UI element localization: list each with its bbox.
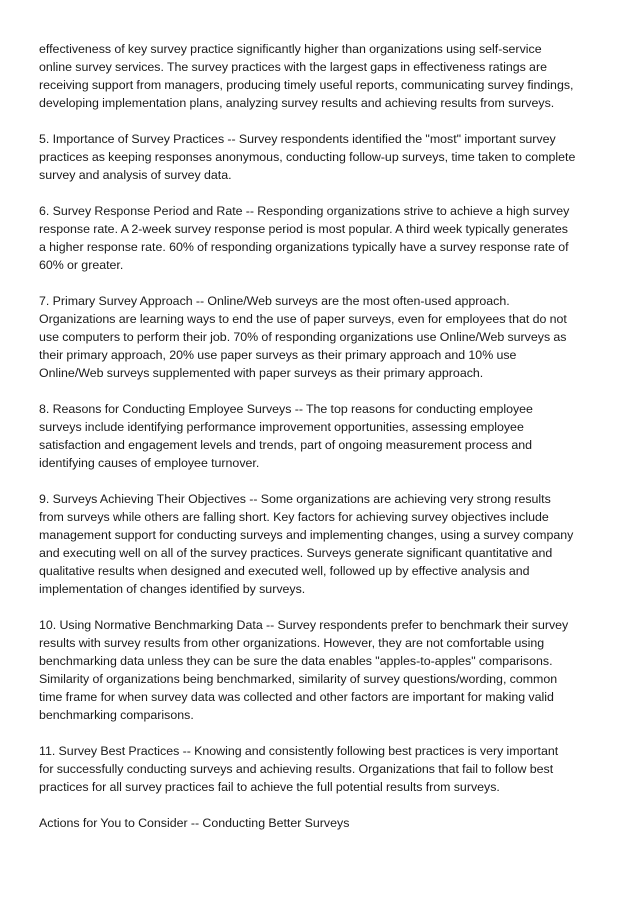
paragraph-response-period-and-rate: 6. Survey Response Period and Rate -- Responding organizations strive to achieve a high survey response rate. A 2-week survey response period is most popular. A third week typically generates a higher response rate. 60% of responding organizations typically have a survey response rate of 60% or greater. [39, 204, 570, 272]
paragraph-normative-benchmarking: 10. Using Normative Benchmarking Data -- Survey respondents prefer to benchmark their survey results with survey results from other organizations. However, they are not comfortable using benchmarking data unless they can be sure the data enables "apples-to-apples" comparisons. Similarity of organizations being benchmarked, similarity of survey questions/wording, common time frame for when survey data was collected and other factors are important for making valid benchmarking comparisons. [39, 618, 569, 722]
paragraph-primary-survey-approach: 7. Primary Survey Approach -- Online/Web surveys are the most often-used approach. Organizations are learning ways to end the use of paper surveys, even for employees that do not use computers to perform their job. 70% of responding organizations use Online/Web surveys as their primary approach, 20% use paper surveys as their primary approach and 10% use Online/Web surveys supplemented with paper surveys as their primary approach. [39, 294, 567, 380]
paragraph-achieving-objectives: 9. Surveys Achieving Their Objectives -- Some organizations are achieving very strong results from surveys while others are falling short. Key factors for achieving survey objectives include management support for conducting surveys and implementing changes, using a survey company and executing well on all of the survey practices. Surveys generate significant quantitative and qualitative results when designed and executed well, followed up by effective analysis and implementation of changes identified by surveys. [39, 492, 574, 596]
paragraph-intro-continuation: effectiveness of key survey practice significantly higher than organizations using self-service online survey services. The survey practices with the largest gaps in effectiveness ratings are receiving support from managers, producing timely useful reports, communicating survey findings, developing implementation plans, analyzing survey results and achieving results from surveys. [39, 42, 574, 110]
document-page [39, 40, 605, 832]
section-heading-actions: Actions for You to Consider -- Conducting Better Surveys [39, 816, 350, 830]
paragraph-reasons-for-surveys: 8. Reasons for Conducting Employee Surveys -- The top reasons for conducting employee surveys include identifying performance improvement opportunities, assessing employee satisfaction and engagement levels and trends, part of ongoing measurement process and identifying causes of employee turnover. [39, 402, 533, 470]
paragraph-best-practices: 11. Survey Best Practices -- Knowing and consistently following best practices is very important for successfully conducting surveys and achieving results. Organizations that fail to follow best practices for all survey practices fail to achieve the full potential results from surveys. [39, 744, 559, 794]
paragraph-importance-of-survey-practices: 5. Importance of Survey Practices -- Survey respondents identified the "most" important survey practices as keeping responses anonymous, conducting follow-up surveys, time taken to complete survey and analysis of survey data. [39, 132, 576, 182]
